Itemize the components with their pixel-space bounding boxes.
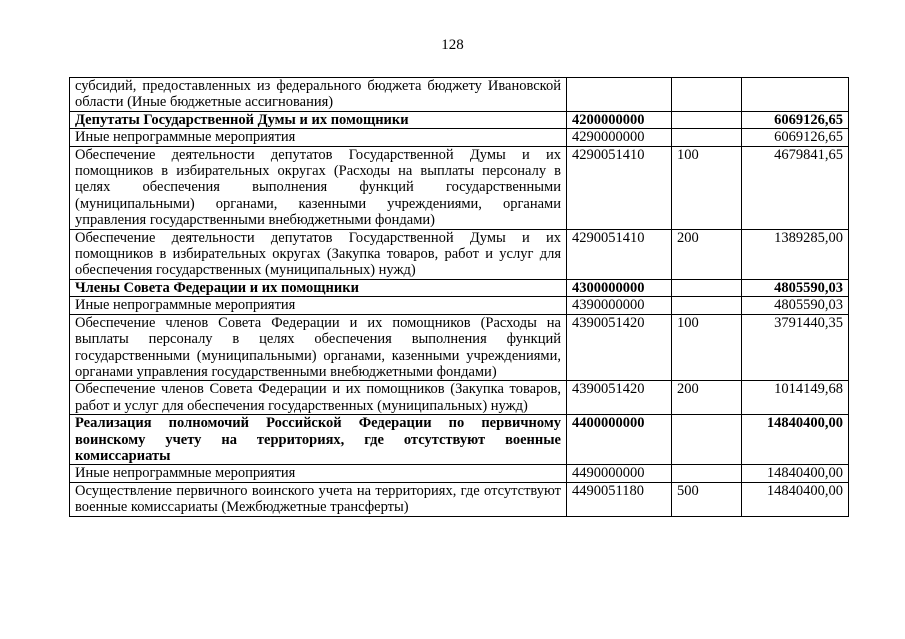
table-row [70,279,849,296]
budget-table-body [70,78,849,517]
table-row [70,146,849,229]
expense-type-cell [672,279,742,296]
expense-type-cell [672,129,742,146]
target-code-cell: 4300000000 [567,279,672,296]
table-row [70,381,849,415]
amount-cell [742,78,849,112]
target-code-cell: 4290051410 [567,229,672,279]
expense-type-cell [672,78,742,112]
target-code-cell: 4390051420 [567,314,672,381]
target-code-cell: 4400000000 [567,415,672,465]
target-code-cell: 4390000000 [567,297,672,314]
expense-name-cell: Обеспечение деятельности депутатов Государственной Думы и их помощников в избирательных округах (Закупка товаров, работ и услуг для обеспечения государственных (муниципальных) нужд) [70,229,567,279]
target-code-cell [567,78,672,112]
expense-name-cell: Обеспечение членов Совета Федерации и их помощников (Закупка товаров, работ и услуг для обеспечения государственных (муниципальных) нужд) [70,381,567,415]
table-row [70,482,849,516]
amount-cell: 6069126,65 [742,111,849,128]
target-code-cell: 4290051410 [567,146,672,229]
amount-cell: 4679841,65 [742,146,849,229]
amount-cell: 6069126,65 [742,129,849,146]
expense-type-cell [672,297,742,314]
target-code-cell: 4490000000 [567,465,672,482]
table-row [70,111,849,128]
page-number: 128 [441,37,464,53]
expense-name-cell: Осуществление первичного воинского учета на территориях, где отсутствуют военные комиссариаты (Межбюджетные трансферты) [70,482,567,516]
expense-name-cell: Иные непрограммные мероприятия [70,129,567,146]
expense-name-cell: субсидий, предоставленных из федерального бюджета бюджету Ивановской области (Иные бюджетные ассигнования) [70,78,567,112]
expense-type-cell: 100 [672,314,742,381]
amount-cell: 14840400,00 [742,482,849,516]
amount-cell: 4805590,03 [742,279,849,296]
target-code-cell: 4200000000 [567,111,672,128]
table-row [70,297,849,314]
expense-type-cell: 200 [672,381,742,415]
expense-name-cell: Реализация полномочий Российской Федерации по первичному воинскому учету на территориях, где отсутствуют военные комиссариаты [70,415,567,465]
expense-name-cell: Обеспечение членов Совета Федерации и их помощников (Расходы на выплаты персоналу в целях обеспечения выполнения функций государственными (муниципальными) органами, казенными учреждениями, органами управления государственными внебюджетными фондами) [70,314,567,381]
amount-cell: 14840400,00 [742,465,849,482]
amount-cell: 4805590,03 [742,297,849,314]
budget-table [69,77,849,517]
expense-name-cell: Иные непрограммные мероприятия [70,465,567,482]
table-row [70,78,849,112]
expense-type-cell: 500 [672,482,742,516]
amount-cell: 3791440,35 [742,314,849,381]
amount-cell: 1014149,68 [742,381,849,415]
expense-name-cell: Обеспечение деятельности депутатов Государственной Думы и их помощников в избирательных округах (Расходы на выплаты персоналу в целях обеспечения выполнения функций государственными (муниципальными) органами, казенными учреждениями, органами управления государственными внебюджетными фондами) [70,146,567,229]
table-row [70,129,849,146]
expense-type-cell [672,111,742,128]
expense-type-cell [672,465,742,482]
expense-name-cell: Члены Совета Федерации и их помощники [70,279,567,296]
expense-name-cell: Иные непрограммные мероприятия [70,297,567,314]
table-row [70,229,849,279]
target-code-cell: 4390051420 [567,381,672,415]
amount-cell: 1389285,00 [742,229,849,279]
table-row [70,314,849,381]
table-row [70,415,849,465]
table-row [70,465,849,482]
expense-type-cell [672,415,742,465]
expense-type-cell: 100 [672,146,742,229]
amount-cell: 14840400,00 [742,415,849,465]
target-code-cell: 4490051180 [567,482,672,516]
expense-name-cell: Депутаты Государственной Думы и их помощники [70,111,567,128]
expense-type-cell: 200 [672,229,742,279]
target-code-cell: 4290000000 [567,129,672,146]
